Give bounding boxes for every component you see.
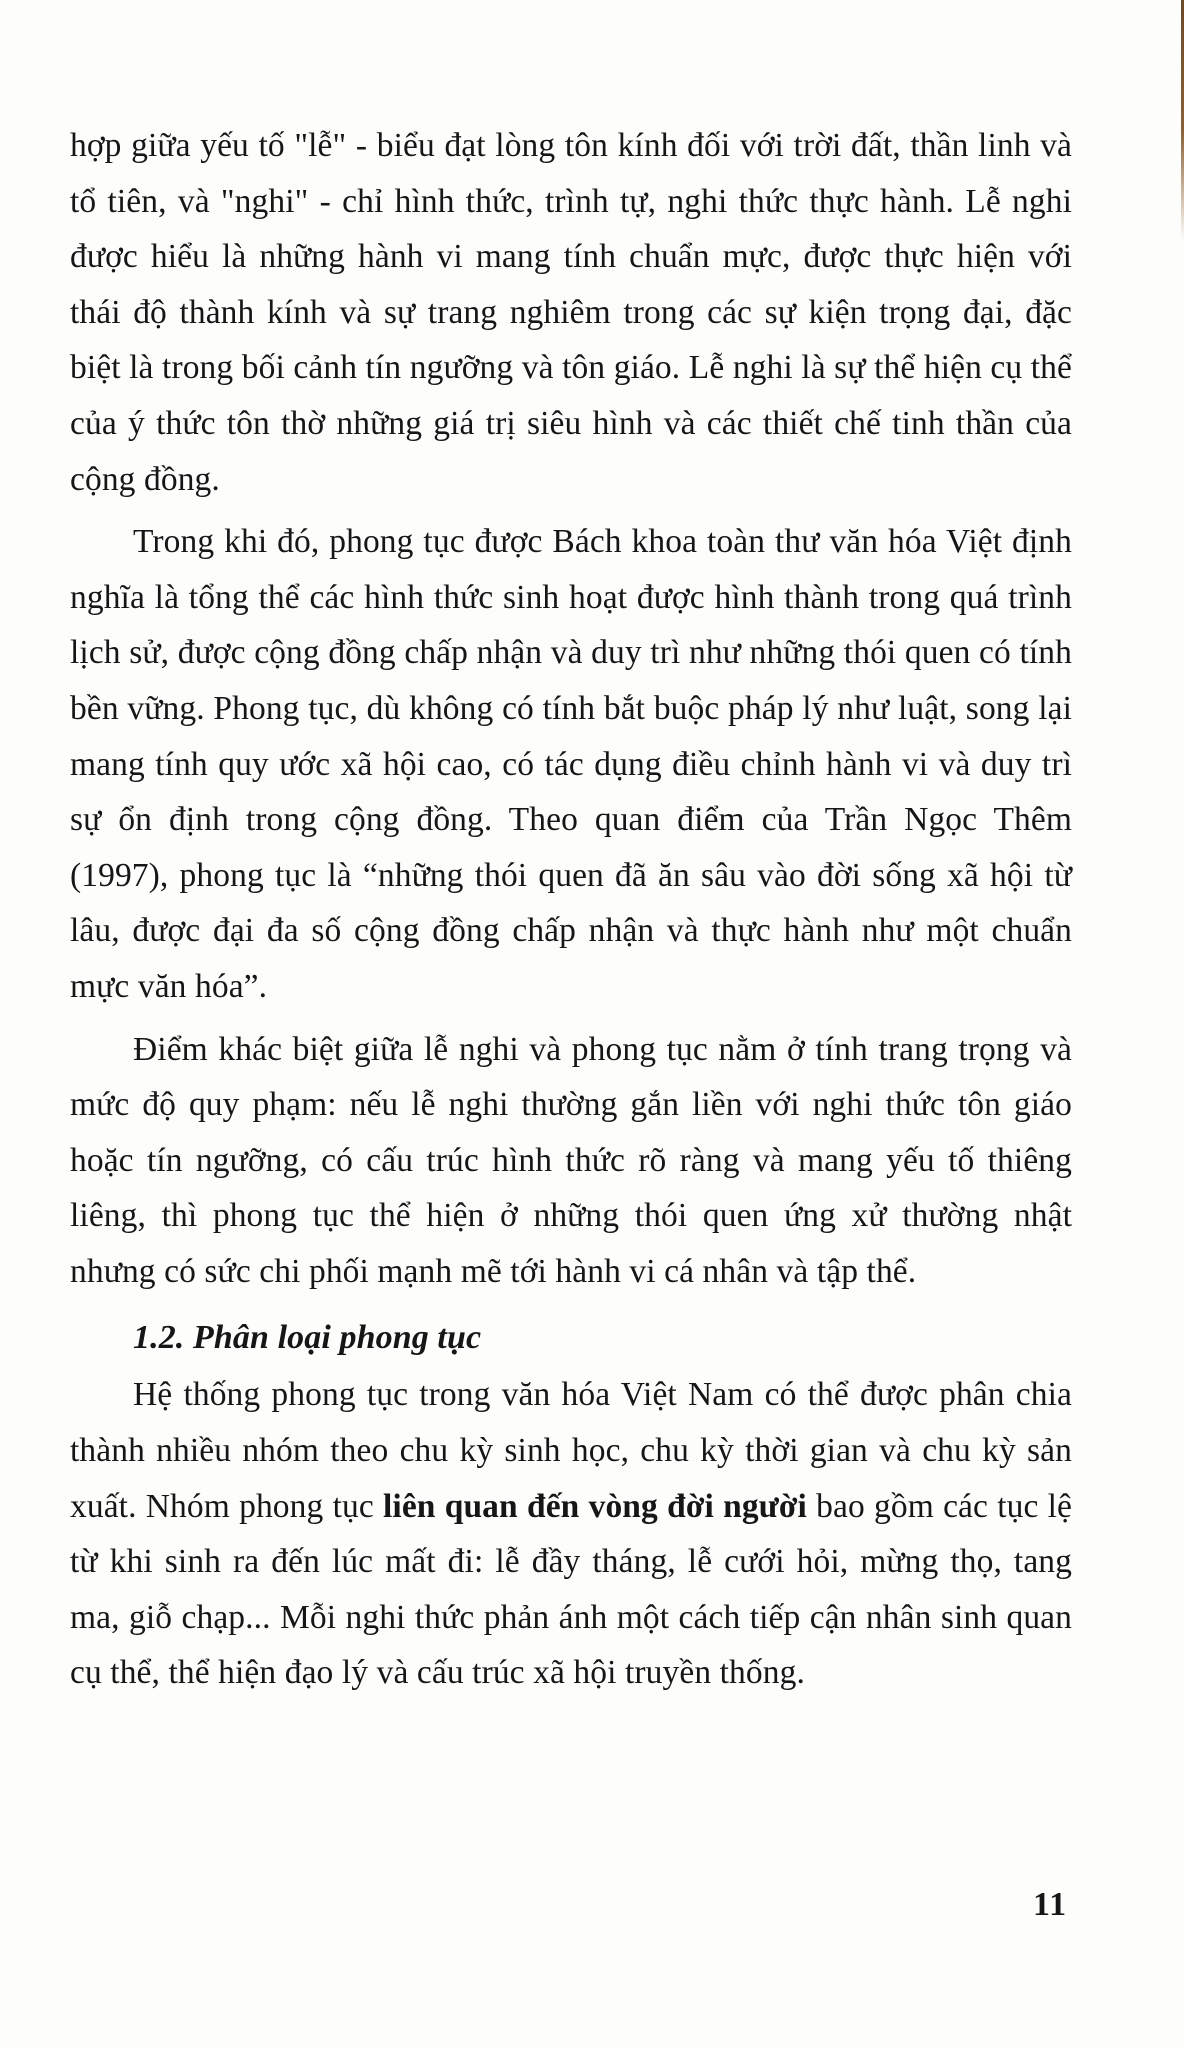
page-number: 11 bbox=[1033, 1886, 1068, 1923]
paragraph-continued: hợp giữa yếu tố "lễ" - biểu đạt lòng tôn kính đối với trời đất, thần linh và tổ tiên, và "nghi" - chỉ hình thức, trình tự, nghi thức thực hành. Lễ nghi được hiểu là những hành vi mang tính chuẩn mực, được thực hiện với thái độ thành kính và sự trang nghiêm trong các sự kiện trọng đại, đặc biệt là trong bối cảnh tín ngưỡng và tôn giáo. Lễ nghi là sự thể hiện cụ thể của ý thức tôn thờ những giá trị siêu hình và các thiết chế tinh thần của cộng đồng. bbox=[70, 127, 1072, 498]
paragraph-customs-definition: Trong khi đó, phong tục được Bách khoa toàn thư văn hóa Việt định nghĩa là tổng thể các hình thức sinh hoạt được hình thành trong quá trình lịch sử, được cộng đồng chấp nhận và duy trì như những thói quen có tính bền vững. Phong tục, dù không có tính bắt buộc pháp lý như luật, song lại mang tính quy ước xã hội cao, có tác dụng điều chỉnh hành vi và duy trì sự ổn định trong cộng đồng. Theo quan điểm của Trần Ngọc Thêm (1997), phong tục là “những thói quen đã ăn sâu vào đời sống xã hội từ lâu, được đại đa số cộng đồng chấp nhận và thực hành như một chuẩn mực văn hóa”. bbox=[70, 523, 1072, 1005]
body-text bbox=[70, 118, 1072, 1701]
paragraph-classification bbox=[70, 1367, 1072, 1701]
paragraph-difference: Điểm khác biệt giữa lễ nghi và phong tục nằm ở tính trang trọng và mức độ quy phạm: nếu lễ nghi thường gắn liền với nghi thức tôn giáo hoặc tín ngưỡng, có cấu trúc hình thức rõ ràng và mang yếu tố thiêng liêng, thì phong tục thể hiện ở những thói quen ứng xử thường nhật nhưng có sức chi phối mạnh mẽ tới hành vi cá nhân và tập thể. bbox=[70, 1030, 1072, 1290]
bold-phrase: liên quan đến vòng đời người bbox=[383, 1487, 807, 1525]
text-run: Hệ thống phong tục trong văn hóa Việt Nam có thể được phân chia thành nhiều nhóm theo chu kỳ sinh học, chu kỳ thời gian và chu kỳ sản xuất. Nhóm phong tục bbox=[70, 1376, 1072, 1525]
section-heading: 1.2. Phân loại phong tục bbox=[133, 1319, 482, 1357]
text-run: bao gồm các tục lệ từ khi sinh ra đến lúc mất đi: lễ đầy tháng, lễ cưới hỏi, mừng thọ, tang ma, giỗ chạp... Mỗi nghi thức phản ánh một cách tiếp cận nhân sinh quan cụ thể, thể hiện đạo lý và cấu trúc xã hội truyền thống. bbox=[70, 1487, 1072, 1692]
